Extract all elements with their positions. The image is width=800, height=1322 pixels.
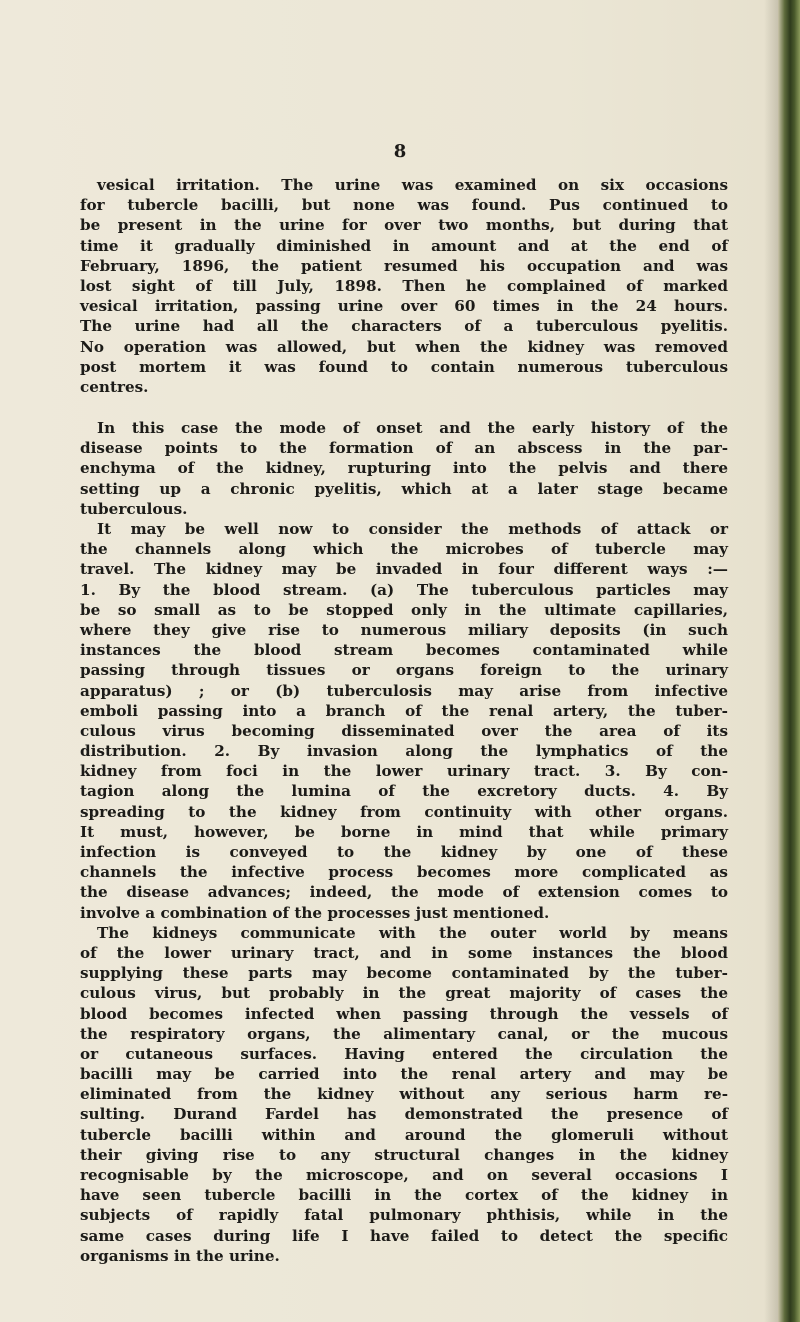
text-line: It may be well now to consider the methods of attack or xyxy=(97,520,728,538)
paragraph-kidney-communication xyxy=(80,923,728,1266)
text-line: where they give rise to numerous miliary deposits (in such xyxy=(80,620,728,639)
text-line: involve a combination of the processes just mentioned. xyxy=(80,903,550,922)
text-line: The kidneys communicate with the outer world by means xyxy=(97,923,728,942)
text-line: enchyma of the kidney, rupturing into the pelvis and there xyxy=(80,459,728,478)
body-text xyxy=(80,175,728,1266)
text-line: travel. The kidney may be invaded in four different ways :— xyxy=(80,560,728,579)
text-line: organisms in the urine. xyxy=(80,1246,280,1265)
text-line: apparatus) ; or (b) tuberculosis may arise from infective xyxy=(80,681,728,700)
text-line: distribution. 2. By invasion along the lymphatics of the xyxy=(80,742,728,761)
text-line: their giving rise to any structural changes in the kidney xyxy=(80,1145,728,1164)
text-line: passing through tissues or organs foreign to the urinary xyxy=(80,661,728,680)
text-line: tubercle bacilli within and around the glomeruli without xyxy=(80,1125,728,1144)
text-line: bacilli may be carried into the renal artery and may be xyxy=(80,1065,728,1084)
text-line: have seen tubercle bacilli in the cortex of the kidney in xyxy=(80,1186,728,1205)
text-line: 1. By the blood stream. (a) The tuberculous particles may xyxy=(80,580,728,599)
text-line: The urine had all the characters of a tuberculous pyelitis. xyxy=(80,317,728,336)
text-line: channels the infective process becomes more complicated as xyxy=(80,863,728,882)
text-line: instances the blood stream becomes contaminated while xyxy=(80,641,728,660)
text-line: eliminated from the kidney without any serious harm re- xyxy=(80,1085,728,1104)
text-line: same cases during life I have failed to detect the specific xyxy=(80,1226,728,1245)
text-line: blood becomes infected when passing through the vessels of xyxy=(80,1004,728,1023)
text-line: the disease advances; indeed, the mode of extension comes to xyxy=(80,883,728,902)
text-line: vesical irritation, passing urine over 60 times in the 24 hours. xyxy=(80,297,728,316)
text-line: In this case the mode of onset and the early history of the xyxy=(97,419,728,438)
text-line: spreading to the kidney from continuity with other organs. xyxy=(80,802,728,821)
text-line: the respiratory organs, the alimentary canal, or the mucous xyxy=(80,1024,728,1043)
text-line: emboli passing into a branch of the renal artery, the tuber- xyxy=(80,701,728,720)
text-line: tagion along the lumina of the excretory ducts. 4. By xyxy=(80,782,728,801)
paragraph-case-history xyxy=(80,175,728,397)
paragraph-case-interpretation xyxy=(80,418,728,519)
text-line: February, 1896, the patient resumed his occupation and was xyxy=(80,256,728,275)
book-binding-edge xyxy=(778,0,800,1322)
text-line: post mortem it was found to contain numerous tuberculous xyxy=(80,357,728,376)
text-line: subjects of rapidly fatal pulmonary phthisis, while in the xyxy=(80,1206,728,1225)
text-line: be present in the urine for over two months, but during that xyxy=(80,216,728,235)
text-line: or cutaneous surfaces. Having entered the circulation the xyxy=(80,1044,728,1063)
text-line: recognisable by the microscope, and on several occasions I xyxy=(80,1166,728,1184)
text-line: disease points to the formation of an abscess in the par- xyxy=(80,439,728,458)
text-line: infection is conveyed to the kidney by one of these xyxy=(80,843,728,861)
text-line: of the lower urinary tract, and in some instances the blood xyxy=(80,943,728,962)
text-line: for tubercle bacilli, but none was found. Pus continued to xyxy=(80,196,728,215)
text-line: culous virus becoming disseminated over the area of its xyxy=(80,721,728,740)
text-line: sulting. Durand Fardel has demonstrated the presence of xyxy=(80,1105,728,1124)
paragraph-methods-of-attack xyxy=(80,519,728,923)
text-line: the channels along which the microbes of tubercle may xyxy=(80,540,728,559)
text-line: tuberculous. xyxy=(80,499,188,518)
text-line: time it gradually diminished in amount and at the end of xyxy=(80,236,728,255)
text-line: kidney from foci in the lower urinary tract. 3. By con- xyxy=(80,762,728,781)
text-line: No operation was allowed, but when the kidney was removed xyxy=(80,337,728,356)
text-line: be so small as to be stopped only in the ultimate capillaries, xyxy=(80,600,728,619)
text-line: vesical irritation. The urine was examined on six occasions xyxy=(97,176,728,194)
text-line: It must, however, be borne in mind that while primary xyxy=(80,822,728,841)
text-line: culous virus, but probably in the great majority of cases the xyxy=(80,984,728,1003)
text-line: lost sight of till July, 1898. Then he complained of marked xyxy=(80,276,728,295)
text-line: setting up a chronic pyelitis, which at a later stage became xyxy=(80,479,728,498)
text-line: centres. xyxy=(80,377,149,396)
binding-shadow xyxy=(764,0,778,1322)
page-number: 8 xyxy=(393,141,407,162)
text-line: supplying these parts may become contaminated by the tuber- xyxy=(80,964,728,983)
